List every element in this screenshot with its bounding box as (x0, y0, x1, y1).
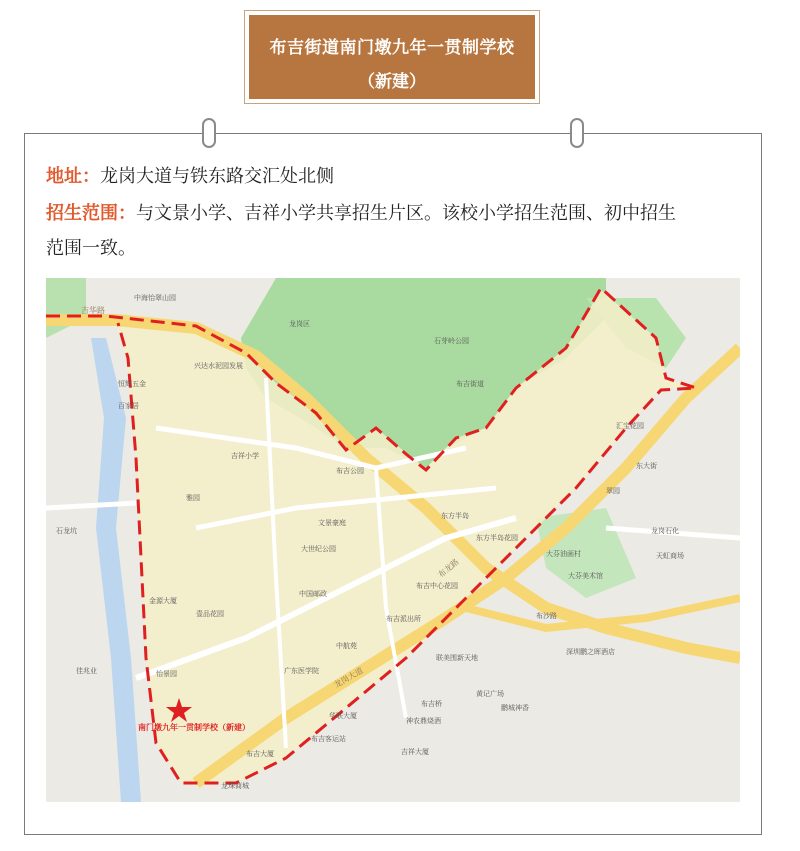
range-label: 招生范围： (46, 203, 136, 224)
place-label: 大芬油画村 (546, 550, 581, 558)
road-label: 龙岗大道 (332, 665, 365, 690)
road-label: 吉华路 (81, 306, 105, 315)
place-label: 中国邮政 (299, 590, 327, 598)
place-label: 雅园 (186, 494, 200, 502)
place-label: 东方半岛 (441, 512, 469, 520)
place-label: 布吉中心花园 (416, 582, 458, 590)
road-label: 布龙路 (436, 557, 461, 580)
place-label: 恒辉五金 (118, 380, 146, 388)
place-label: 布沙路 (536, 612, 557, 620)
title-box (249, 15, 535, 99)
place-label: 中海怡翠山园 (134, 294, 176, 302)
binder-ring-right-icon (570, 118, 584, 148)
place-label: 金源大厦 (149, 597, 177, 605)
place-label: 布吉公园 (336, 467, 364, 475)
range-value: 与文景小学、吉祥小学共享招生片区。该校小学招生范围、初中招生 (136, 203, 676, 224)
place-label: 石龙坑 (56, 527, 77, 535)
address-value: 龙岗大道与铁东路交汇处北侧 (100, 166, 334, 187)
place-label: 龙岗石化 (651, 527, 679, 535)
place-label: 大世纪公园 (301, 545, 336, 553)
place-label: 布吉客运站 (311, 735, 346, 743)
place-label: 东大街 (636, 462, 657, 470)
binder-ring-left-icon (202, 118, 216, 148)
place-label: 布吉桥 (421, 700, 442, 708)
address-label: 地址： (46, 166, 100, 187)
range-line (46, 197, 746, 231)
place-label: 兴达水泥园发展 (194, 362, 243, 370)
place-label: 布吉派出所 (386, 615, 421, 623)
place-label: 百家居 (118, 402, 139, 410)
enrollment-map (46, 278, 740, 802)
school-map-label: 南门墩九年一贯制学校（新建） (138, 723, 250, 732)
place-label: 吉祥大厦 (401, 748, 429, 756)
address-line (46, 160, 334, 194)
place-label: 汇宝花园 (616, 422, 644, 430)
place-label: 龙珠商城 (221, 782, 249, 790)
place-label: 怡景园 (156, 670, 177, 678)
place-label: 中航苑 (336, 642, 357, 650)
place-label: 黄记广场 (476, 690, 504, 698)
range-line-cont (46, 232, 136, 266)
place-label: 石芽岭公园 (434, 337, 469, 345)
place-label: 东方半岛花园 (476, 534, 518, 542)
range-value-cont: 范围一致。 (46, 238, 136, 259)
place-label: 龙岗区 (289, 320, 310, 328)
place-label: 布吉街道 (456, 380, 484, 388)
place-label: 鹏城神香 (501, 704, 529, 712)
map-canvas (46, 278, 740, 802)
school-subtitle: （新建） (358, 72, 426, 92)
place-label: 大芬美术馆 (568, 572, 603, 580)
place-label: 天虹商场 (656, 552, 684, 560)
place-label: 深圳鹏之晖酒店 (566, 648, 615, 656)
place-label: 神农鼎烧酒 (406, 717, 441, 725)
place-label: 文景豪庭 (318, 519, 346, 527)
place-label: 联美围新天地 (436, 654, 478, 662)
place-label: 布吉大厦 (246, 750, 274, 758)
place-label: 佳兆业 (76, 667, 97, 675)
place-label: 翠园 (606, 487, 620, 495)
place-label: 吉祥小学 (231, 452, 259, 460)
title-banner (244, 10, 540, 104)
place-label: 广东医学院 (284, 667, 319, 675)
place-label: 华联大厦 (329, 712, 357, 720)
school-title: 布吉街道南门墩九年一贯制学校 (269, 38, 515, 58)
place-label: 壹品花园 (196, 610, 224, 618)
